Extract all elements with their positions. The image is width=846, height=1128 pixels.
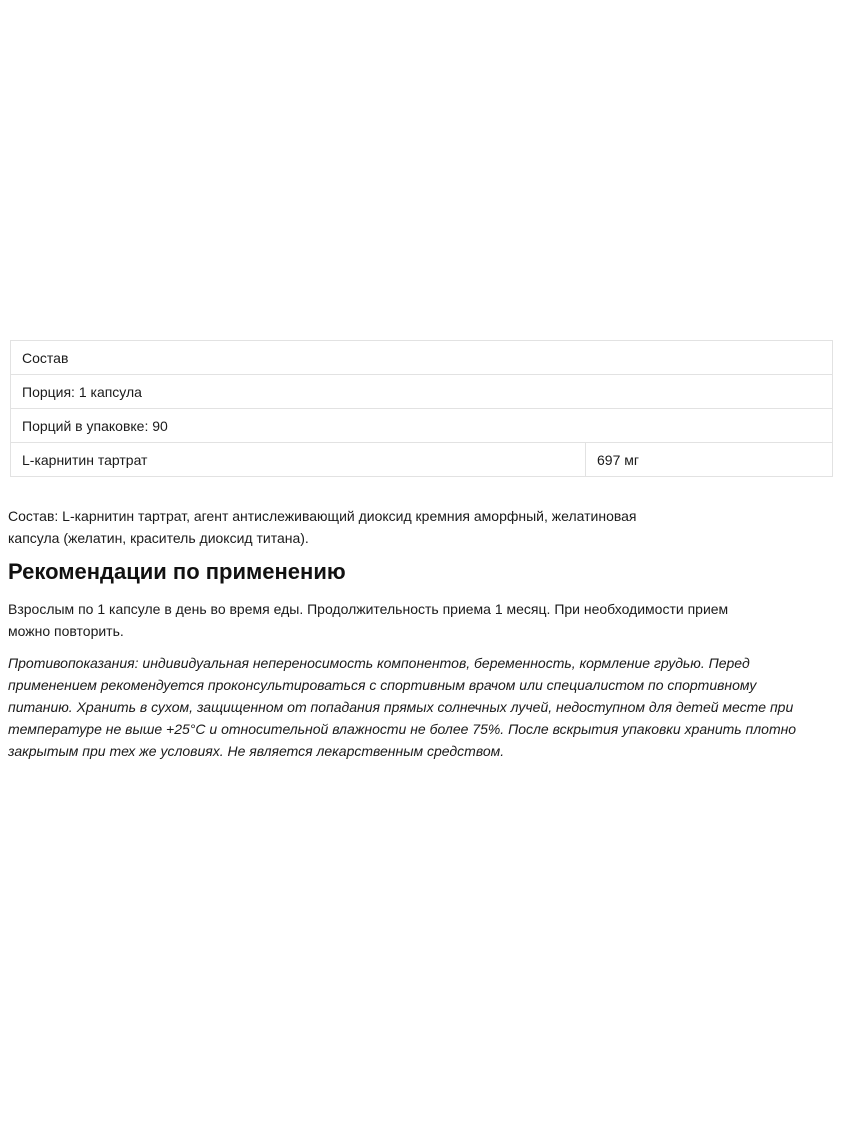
warning-line-3: питанию. Хранить в сухом, защищенном от попадания прямых солнечных лучей, недоступном для детей месте при [8,699,794,715]
warning-line-1: Противопоказания: индивидуальная непереносимость компонентов, беременность, кормление грудью. Перед [8,655,750,671]
composition-line-1: Состав: L-карнитин тартрат, агент антислеживающий диоксид кремния аморфный, желатиновая [8,508,637,524]
ingredient-amount: 697 мг [586,443,833,477]
table-row-servings-per-pack [11,409,833,443]
contraindications-text [8,652,828,762]
table-row-serving [11,375,833,409]
usage-line-2: можно повторить. [8,623,124,639]
servings-per-pack: Порций в упаковке: 90 [11,409,833,443]
warning-line-2: применением рекомендуется проконсультироваться с спортивным врачом или специалистом по спортивному [8,677,757,693]
recommendations-heading: Рекомендации по применению [8,559,346,584]
table-title: Состав [11,341,833,375]
usage-line-1: Взрослым по 1 капсуле в день во время еды. Продолжительность приема 1 месяц. При необходимости прием [8,601,729,617]
ingredient-name: L-карнитин тартрат [11,443,586,477]
warning-line-5: закрытым при тех же условиях. Не является лекарственным средством. [8,743,505,759]
serving-size: Порция: 1 капсула [11,375,833,409]
composition-table [10,340,833,477]
composition-line-2: капсула (желатин, краситель диоксид титана). [8,530,309,546]
warning-line-4: температуре не выше +25°С и относительной влажности не более 75%. После вскрытия упаковки хранить плотно [8,721,797,737]
table-row-title [11,341,833,375]
table-row [11,443,833,477]
usage-text [8,598,818,642]
composition-text [8,505,728,549]
